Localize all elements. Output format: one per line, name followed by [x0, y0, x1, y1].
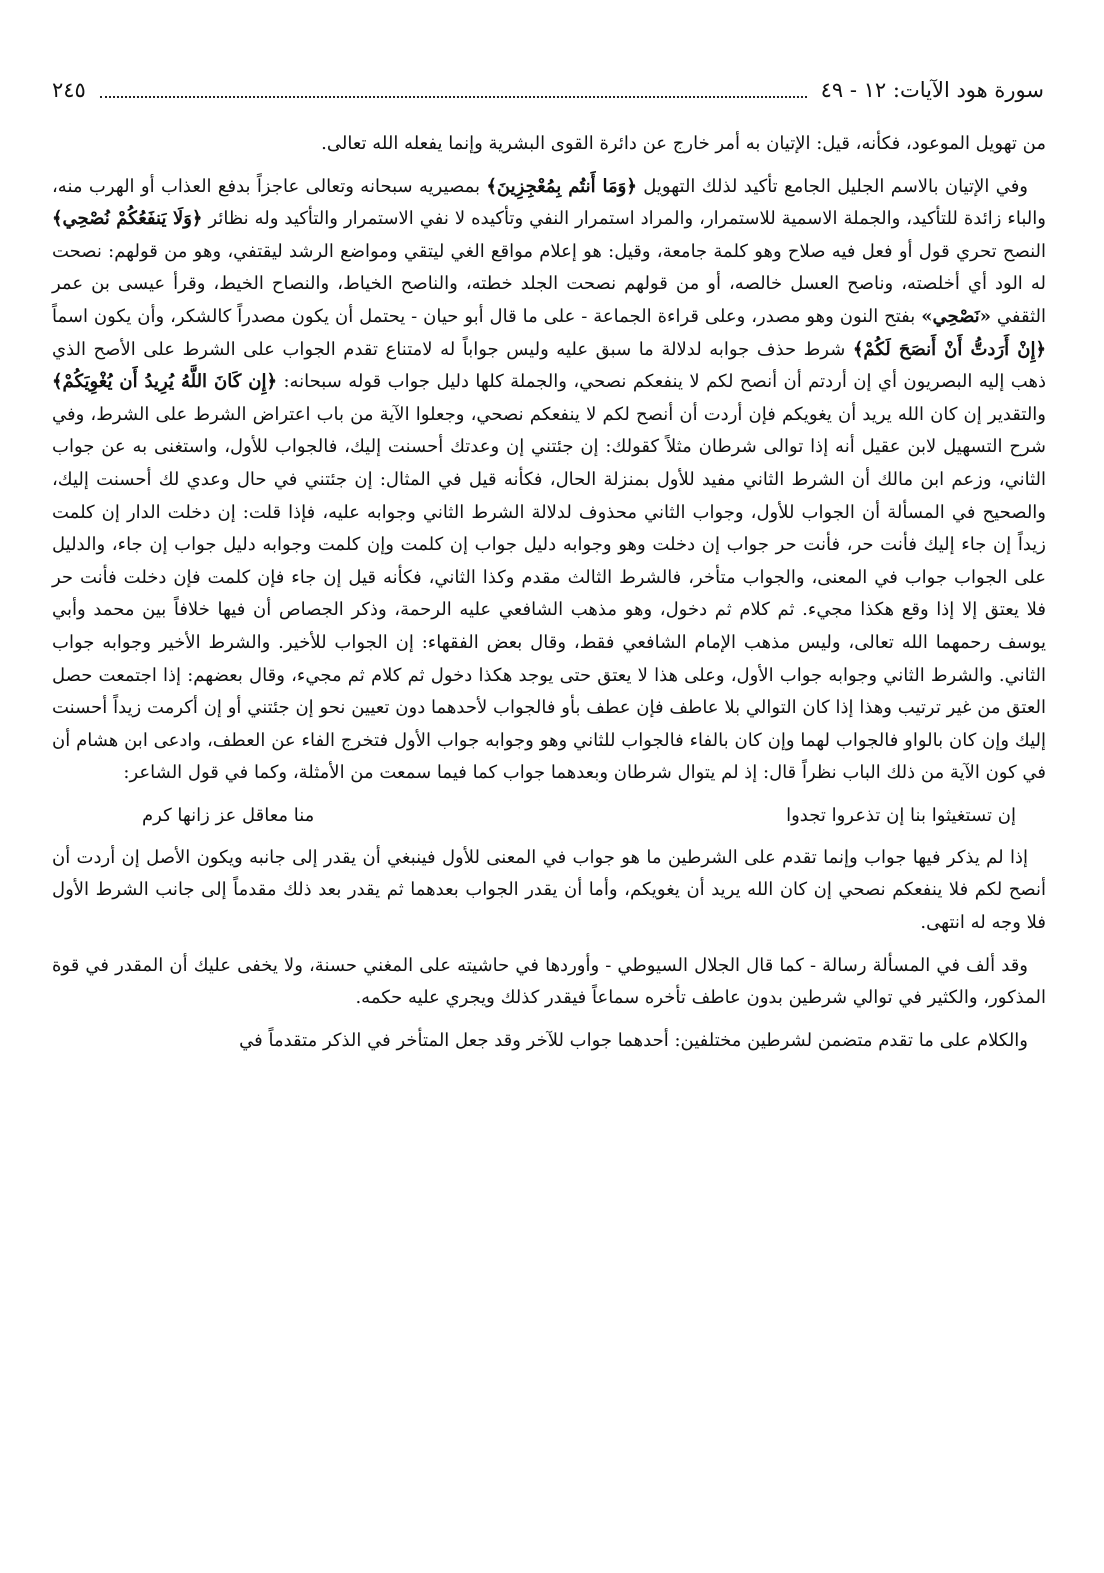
text-run: وفي الإتيان بالاسم الجليل الجامع تأكيد لذلك التهويل [636, 175, 1028, 197]
paragraph-5: والكلام على ما تقدم متضمن لشرطين مختلفين: أحدهما جواب للآخر وقد جعل المتأخر في الذكر متقدماً في [239, 1029, 1028, 1051]
text-run: والتقدير إن كان الله يريد أن يغويكم فإن أردت أن أنصح لكم لا ينفعكم نصحي، وجعلوا الآية من باب اعتراض الشرط على الشرط، وفي شرح التسهيل لابن عقيل أنه إذا توالى شرطان مثلاً كقولك: إن جئتني إن وعدتك أحسنت إليك، فالجواب للأول، واستغنى به عن جواب الثاني، وزعم ابن مالك أن الشرط الثاني مفيد للأول بمنزلة الحال، فكأنه قيل في المثال: إن جئتني في حال وعدي لك أحسنت إليك، والصحيح في المسألة أن الجواب للأول، وجواب الثاني محذوف لدلالة الشرط الثاني وجوابه عليه، فإذا قلت: إن دخلت الدار إن كلمت زيداً إن جاء إليك فأنت حر، فأنت حر جواب إن دخلت وهو وجوابه دليل جواب إن كلمت وإن كلمت وجوابه دليل جواب إن جاء، والدليل على الجواب جواب في المعنى، والجواب متأخر، فالشرط الثالث مقدم وكذا الثاني، فكأنه قيل إن جاء فإن كلمت فإن دخلت فأنت حر فلا يعتق إلا إذا وقع هكذا مجيء. ثم كلام ثم دخول، وهو مذهب الشافعي عليه الرحمة، وذكر الجصاص أن فيها خلافاً بين محمد وأبي يوسف رحمهما الله تعالى، وليس مذهب الإمام الشافعي فقط، وقال بعض الفقهاء: إن الجواب للأخير. والشرط الأخير وجوابه جواب الثاني. والشرط الثاني وجوابه جواب الأول، وعلى هذا لا يعتق حتى يوجد هكذا دخول ثم كلام ثم مجيء، وقال بعضهم: إذا اجتمعت حصل العتق من غير ترتيب وهذا إذا كان التوالي بلا عاطف فإن عطف بأو فالجواب لأحدهما دون تعيين نحو إن جئتني أو إن أكرمت زيداً أحسنت إليك وإن كان بالواو فالجواب لهما وإن كان بالفاء فالجواب للثاني وهو وجوابه جواب الأول فتخرج الفاء عن العطف، وادعى ابن هشام أن في كون الآية من ذلك الباب نظراً قال: إذ لم يتوال شرطان وبعدهما جواب كما فيما سمعت من الأمثلة، وكما في قول الشاعر: [52, 403, 1046, 784]
header-title: سورة هود الآيات: ١٢ - ٤٩ [820, 78, 1044, 102]
verse-first-hemistich: إن تستغيثوا بنا إن تذعروا تجدوا [786, 804, 1016, 826]
quran-quote-2: ﴿وَلَا يَنفَعُكُمْ نُصْحِي﴾ [52, 208, 203, 230]
text-run: بمصيريه سبحانه وتعالى عاجزاً بدفع العذاب أو الهرب منه، والباء زائدة للتأكيد، والجملة الاسمية للاستمرار، والمراد استمرار النفي وتأكيده لا نفي الاستمرار والتأكيد وله نظائر [52, 175, 1046, 230]
page-number: ٢٤٥ [52, 78, 86, 102]
quran-quote-3: «نَصْحِي» [921, 305, 991, 327]
verse-second-hemistich: منا معاقل عز زانها كرم [142, 804, 315, 826]
header-dotted-leader [100, 82, 807, 98]
quran-quote-5: ﴿إِن كَانَ اللَّهُ يُرِيدُ أَن يُغْوِيَكُمْ﴾ [52, 371, 278, 393]
running-header [52, 72, 1044, 108]
paragraph-2 [52, 171, 1046, 790]
quran-quote-1: ﴿وَمَا أَنتُم بِمُعْجِزِينَ﴾ [486, 175, 637, 197]
poetry-verse [52, 800, 1046, 832]
paragraph-3: إذا لم يذكر فيها جواب وإنما تقدم على الشرطين ما هو جواب في المعنى للأول فينبغي أن يقدر إلى جانبه ويكون الأصل إن أردت أن أنصح لكم فلا ينفعكم نصحي إن كان الله يريد أن يغويكم، وأما أن يقدر الجواب بعدهما ثم يقدر بعد ذلك مقدماً إلى جانب الشرط الأول فلا وجه له انتهى. [52, 846, 1046, 934]
text-run: النصح تحري قول أو فعل فيه صلاح وهو كلمة جامعة، وقيل: هو إعلام مواقع الغي ليتقي ومواضع الرشد ليقتفي، وهو من قولهم: نصحت له الود أي أخلصته، وناصح العسل خالصه، أو من قولهم نصحت الجلد خطته، والناصح الخياط، والنصاح الخيط، وقرأ عيسى بن عمر الثقفي [52, 240, 1046, 327]
paragraph-4: وقد ألف في المسألة رسالة - كما قال الجلال السيوطي - وأوردها في حاشيته على المغني حسنة، ولا يخفى عليك أن المقدر في قوة المذكور، والكثير في توالي شرطين بدون عاطف تأخره سماعاً فيقدر كذلك ويجري عليه حكمه. [52, 954, 1046, 1009]
paragraph-1: من تهويل الموعود، فكأنه، قيل: الإتيان به أمر خارج عن دائرة القوى البشرية وإنما يفعله الله تعالى. [321, 133, 1046, 154]
quran-quote-4: ﴿إِنْ أَرَدتُّ أَنْ أَنصَحَ لَكُمْ﴾ [852, 338, 1046, 360]
text-run: شرط حذف جوابه لدلالة ما سبق عليه وليس جواباً له لامتناع تقدم الجواب على الشرط على الأصح الذي ذهب إليه البصريون أي إن أردتم أن أنصح لكم لا ينفعكم نصحي، والجملة كلها دليل جواب قوله سبحانه: [52, 338, 1046, 393]
body-text [52, 128, 1046, 1067]
text-run: بفتح النون وهو مصدر، وعلى قراءة الجماعة - على ما قال أبو حيان - يحتمل أن يكون مصدراً كالشكر، وأن يكون اسماً [52, 305, 922, 327]
